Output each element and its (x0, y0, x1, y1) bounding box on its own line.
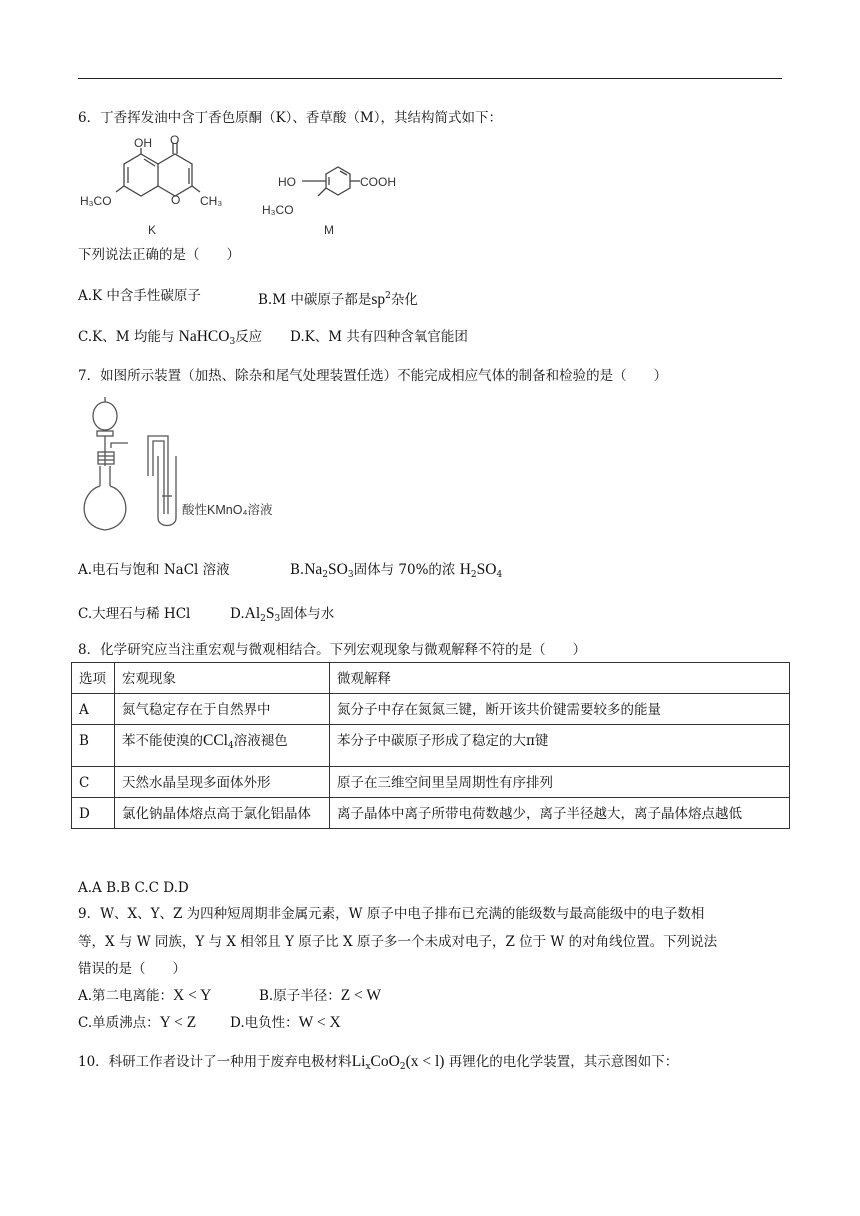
q6-option-c: C.K、M 均能与 NaHCO$_3$反应 (78, 328, 263, 347)
row-macro: 氯化钠晶体熔点高于氯化铝晶体 (115, 798, 330, 829)
q6-option-a: A.K 中含手性碳原子 (78, 288, 201, 304)
q9-line-3: 错误的是（ ） (78, 961, 186, 977)
q9-option-b: B.原子半径：Z < W (259, 987, 382, 1004)
m-h3co-label: H₃CO (262, 203, 294, 217)
q7-option-b: $B.Na_2SO_3$固体与 70%的浓 $H_2SO_4$ (290, 561, 503, 580)
q6-option-b: B.M 中碳原子都是$sp^2$杂化 (258, 291, 418, 308)
header-option: 选项 (72, 663, 115, 694)
k-h3co-label: H₃CO (80, 194, 112, 208)
row-micro: 原子在三维空间里呈周期性有序排列 (330, 767, 790, 798)
row-micro: 离子晶体中离子所带电荷数越少，离子半径越大，离子晶体熔点越低 (330, 798, 790, 829)
q9-line-2: 等，X 与 W 同族，Y 与 X 相邻且 Y 原子比 X 原子多一个未成对电子，Z 位于 W 的对角线位置。下列说法 (78, 934, 718, 950)
q8-stem: 8．化学研究应当注重宏观与微观相结合。下列宏观现象与微观解释不符的是（ ） (78, 642, 587, 658)
row-macro: 苯不能使溴的CCl$_4$溶液褪色 (115, 725, 330, 767)
row-key: D (72, 798, 115, 829)
row-micro: 氮分子中存在氮氮三键，断开该共价键需要较多的能量 (330, 694, 790, 725)
q10-stem: 10．科研工作者设计了一种用于废弃电极材料$Li_xCoO_2(x < l)$ 再锂化的电化学装置，其示意图如下： (78, 1053, 679, 1072)
table-row (72, 767, 790, 798)
q6-option-d: D.K、M 共有四种含氧官能团 (290, 329, 468, 345)
q7-option-a: A.电石与饱和 NaCl 溶液 (78, 562, 230, 578)
row-key: A (72, 694, 115, 725)
row-key: C (72, 767, 115, 798)
q7-apparatus-figure (78, 396, 298, 536)
m-name-label: M (324, 223, 334, 237)
k-oh-label: OH (134, 136, 152, 150)
header-macro: 宏观现象 (115, 663, 330, 694)
header-rule (78, 78, 782, 79)
structure-k (116, 143, 200, 196)
q9-option-c: C.单质沸点：Y < Z (78, 1014, 197, 1031)
table-row (72, 798, 790, 829)
k-ring-o-label: O (171, 193, 181, 207)
q6-prompt: 下列说法正确的是（ ） (78, 247, 240, 263)
q7-stem: 7．如图所示装置（加热、除杂和尾气处理装置任选）不能完成相应气体的制备和检验的是（ ） (78, 368, 668, 384)
q9-option-a: A.第二电离能：X < Y (78, 987, 212, 1004)
row-macro: 氮气稳定存在于自然界中 (115, 694, 330, 725)
m-ho-label: HO (278, 175, 296, 189)
q6-structure-figure (78, 134, 408, 240)
table-row (72, 725, 790, 767)
q6-stem: 6．丁香挥发油中含丁香色原酮（K）、香草酸（M），其结构简式如下： (78, 110, 502, 126)
q7-option-d: $D.Al_2S_3$固体与水 (230, 605, 335, 624)
table-row (72, 694, 790, 725)
k-ch3-label: CH₃ (200, 194, 223, 208)
row-macro: 天然水晶呈现多面体外形 (115, 767, 330, 798)
q7-option-c: C.大理石与稀 HCl (78, 606, 191, 622)
row-key: B (72, 725, 115, 767)
q8-table (71, 662, 790, 829)
q9-line-1: 9．W、X、Y、Z 为四种短周期非金属元素，W 原子中电子排布已充满的能级数与最高能级中的电子数相 (78, 906, 705, 922)
row-micro: 苯分子中碳原子形成了稳定的大π键 (330, 725, 790, 767)
m-cooh-label: COOH (360, 175, 396, 189)
k-carbonyl-o-label: O (170, 134, 180, 147)
q8-answers: A.A B.B C.C D.D (78, 880, 189, 896)
kmno4-solution-label: 酸性KMnO₄溶液 (182, 503, 273, 517)
header-micro: 微观解释 (330, 663, 790, 694)
structure-m (302, 167, 360, 196)
k-name-label: K (148, 223, 157, 237)
q9-option-d: D.电负性：W < X (230, 1014, 341, 1031)
table-header-row (72, 663, 790, 694)
